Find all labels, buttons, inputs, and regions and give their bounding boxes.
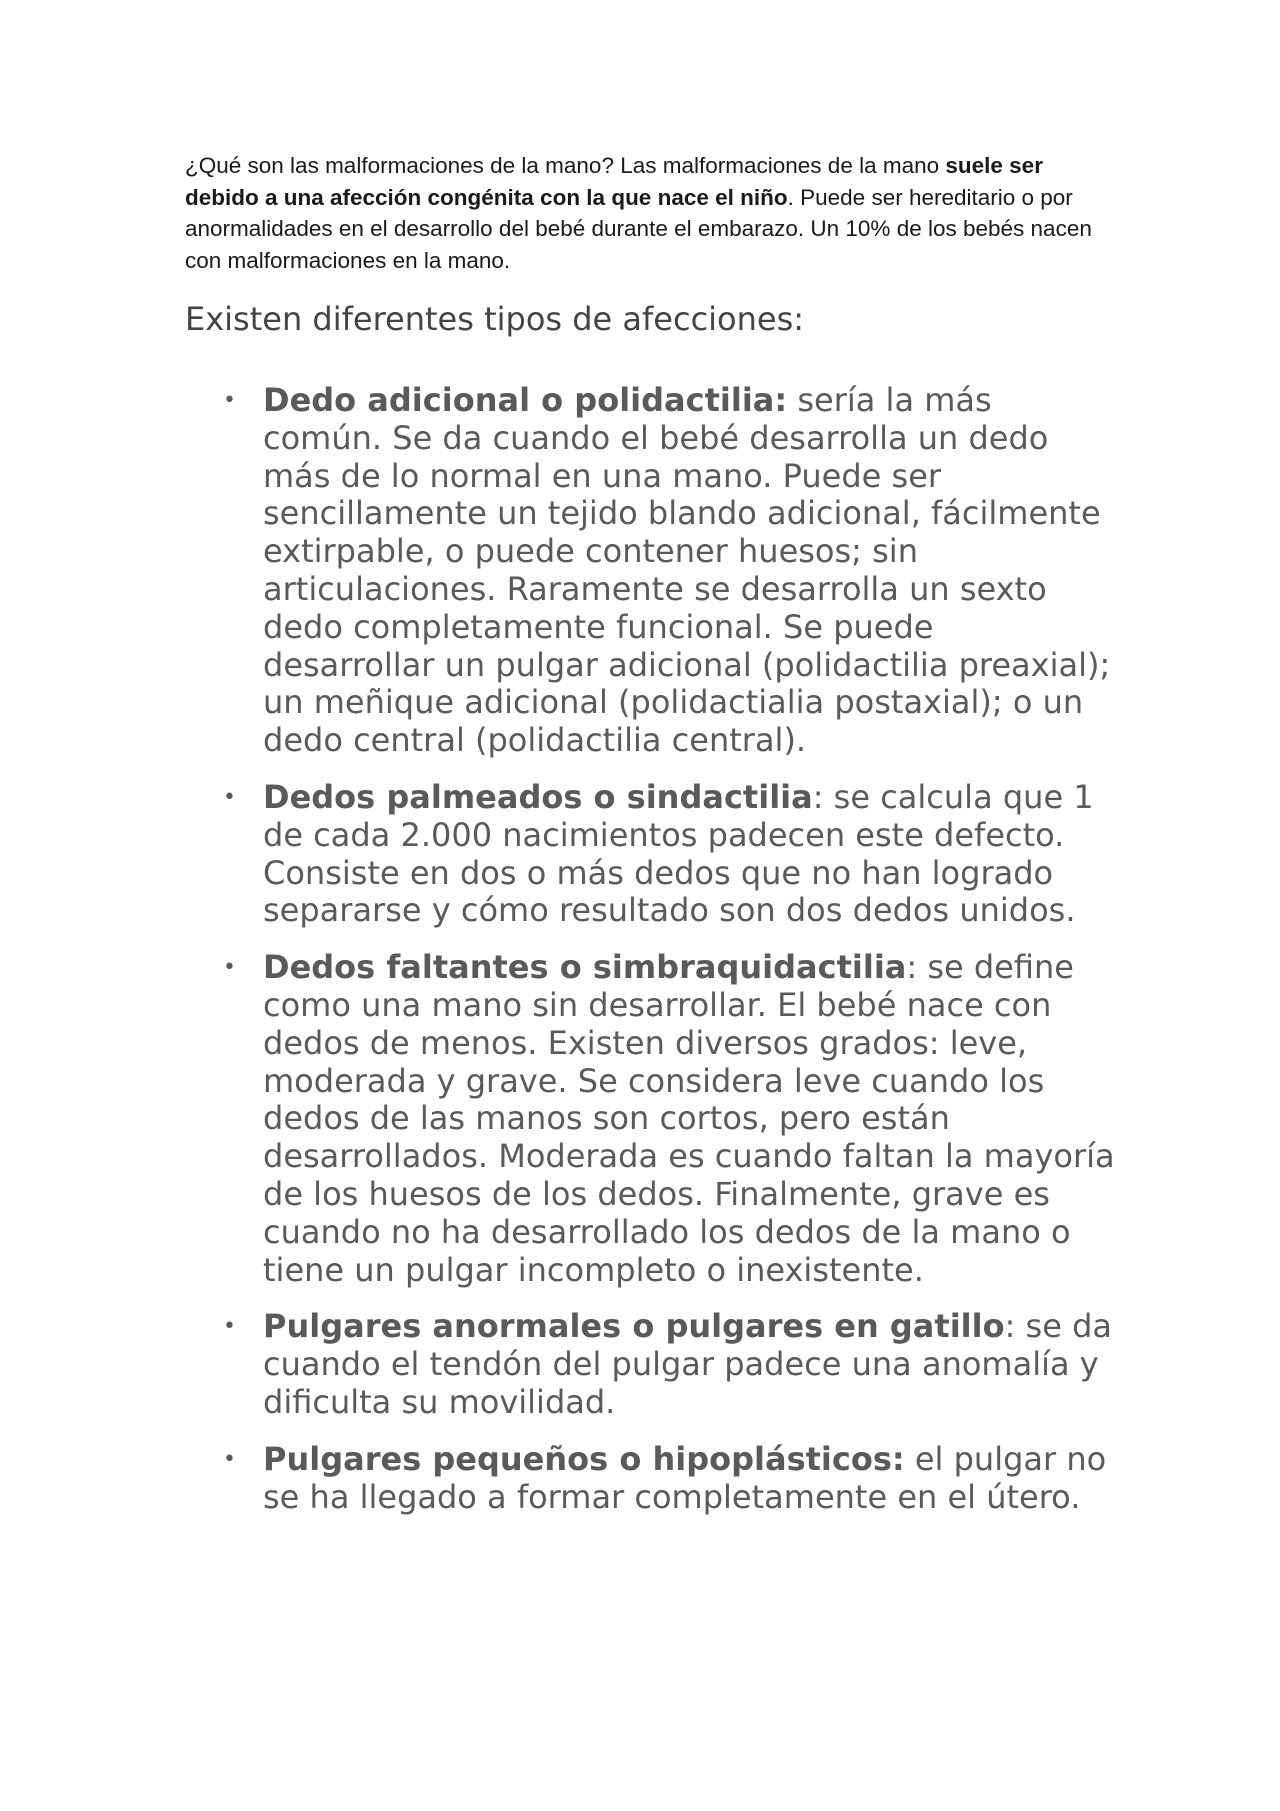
- item-term: Dedo adicional o polidactilia:: [263, 381, 788, 419]
- bullet-icon: •: [223, 1314, 236, 1340]
- bullet-icon: •: [223, 388, 236, 413]
- intro-bold-text: suele ser debido a una afección congénita con la que nace el niño: [185, 153, 1043, 210]
- list-item: [185, 779, 1115, 930]
- item-text: el pulgar no se ha llegado a formar completamente en el útero.: [263, 1439, 1107, 1516]
- section-heading: Existen diferentes tipos de afecciones:: [185, 300, 805, 338]
- intro-text-end: . Puede ser hereditario o por anormalidades en el desarrollo del bebé durante el embarazo. Un 10% de los bebés nacen con malformaciones en la mano.: [185, 184, 1092, 273]
- condition-list: [185, 382, 1115, 1535]
- bullet-icon: •: [223, 955, 236, 981]
- item-term: Dedos faltantes o simbraquidactilia: [263, 948, 907, 987]
- item-text: : se da cuando el tendón del pulgar padece una anomalía y dificulta su movilidad.: [263, 1307, 1112, 1421]
- item-text: : se calcula que 1 de cada 2.000 nacimientos padecen este defecto. Consiste en dos o más dedos que no han logrado separarse y cómo resultado son dos dedos unidos.: [263, 777, 1094, 930]
- item-text: sería la más común. Se da cuando el bebé desarrolla un dedo más de lo normal en una mano. Puede ser sencillamente un tejido blando adicional, fácilmente extirpable, o puede contener huesos; sin articulaciones. Raramente se desarrolla un sexto dedo completamente funcional. Se puede desarrollar un pulgar adicional (polidactilia preaxial); un meñique adicional (polidactialia postaxial); o un dedo central (polidactilia central).: [263, 381, 1111, 760]
- bullet-icon: •: [223, 784, 236, 810]
- item-text: : se define como una mano sin desarrollar. El bebé nace con dedos de menos. Existen diversos grados: leve, moderada y grave. Se considera leve cuando los dedos de las manos son cortos, pero están desarrollados. Moderada es cuando faltan la mayoría de los huesos de los dedos. Finalmente, grave es cuando no ha desarrollado los dedos de la mano o tiene un pulgar incompleto o inexistente.: [263, 948, 1115, 1289]
- list-item: [185, 949, 1115, 1289]
- item-term: Pulgares pequeños o hipoplásticos:: [263, 1439, 905, 1478]
- list-item: [185, 1308, 1115, 1421]
- bullet-icon: •: [223, 1446, 236, 1472]
- list-item: [185, 382, 1115, 760]
- item-term: Pulgares anormales o pulgares en gatillo: [263, 1307, 1005, 1346]
- item-term: Dedos palmeados o sindactilia: [263, 777, 813, 816]
- intro-paragraph: [185, 150, 1105, 276]
- intro-text-start: ¿Qué son las malformaciones de la mano? Las malformaciones de la mano: [185, 153, 946, 178]
- list-item: [185, 1441, 1115, 1517]
